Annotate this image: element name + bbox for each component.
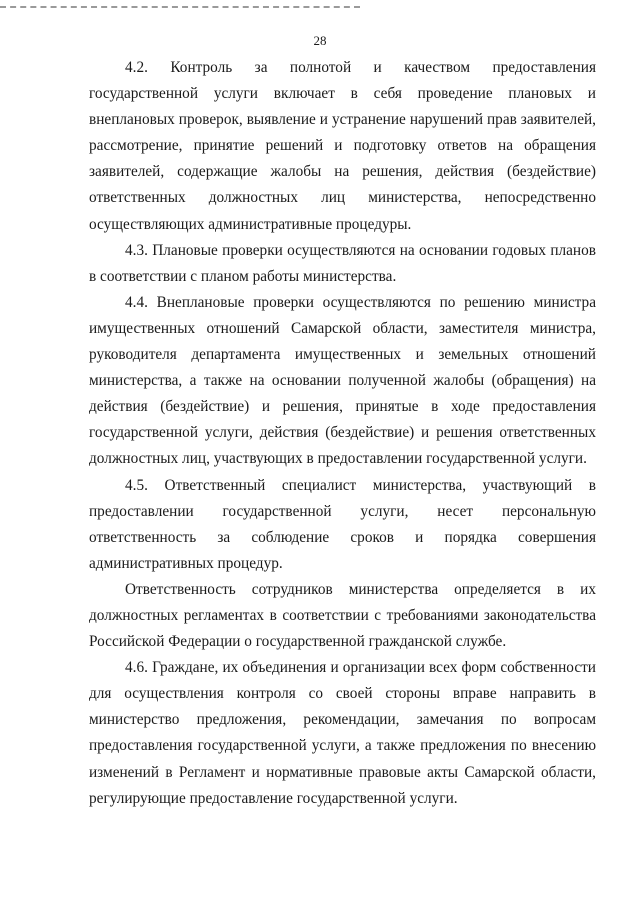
paragraph-4-5: 4.5. Ответственный специалист министерства, участвующий в предоставлении государственной услуги, несет персональную ответственность за соблюдение сроков и порядка совершения административных процедур.	[89, 476, 596, 572]
paragraph-4-6: 4.6. Граждане, их объединения и организации всех форм собственности для осуществления контроля со своей стороны вправе направить в министерство предложения, рекомендации, замечания по вопросам предоставления государственной услуги, а также предложения по внесению изменений в Регламент и нормативные правовые акты Самарской области, регулирующие предоставление государственной услуги.	[89, 659, 596, 807]
paragraph-4-3: 4.3. Плановые проверки осуществляются на основании годовых планов в соответствии с планом работы министерства.	[89, 241, 596, 285]
document-body	[89, 55, 596, 812]
paragraph-4-4: 4.4. Внеплановые проверки осуществляются по решению министра имущественных отношений Самарской области, заместителя министра, руководителя департамента имущественных и земельных отношений министерства, а также на основании полученной жалобы (обращения) на действия (бездействие) и решения, принятые в ходе предоставления государственной услуги, действия (бездействие) и решения ответственных должностных лиц, участвующих в предоставлении государственной услуги.	[89, 293, 596, 468]
paragraph-responsibility: Ответственность сотрудников министерства определяется в их должностных регламентах в соответствии с требованиями законодательства Российской Федерации о государственной гражданской службе.	[89, 580, 596, 651]
page-number: 28	[313, 33, 327, 48]
top-dashed-border	[0, 6, 360, 8]
paragraph-4-2: 4.2. Контроль за полнотой и качеством предоставления государственной услуги включает в себя проведение плановых и внеплановых проверок, выявление и устранение нарушений прав заявителей, рассмотрение, принятие решений и подготовку ответов на обращения заявителей, содержащие жалобы на решения, действия (бездействие) ответственных должностных лиц министерства, непосредственно осуществляющих административные процедуры.	[89, 59, 596, 233]
